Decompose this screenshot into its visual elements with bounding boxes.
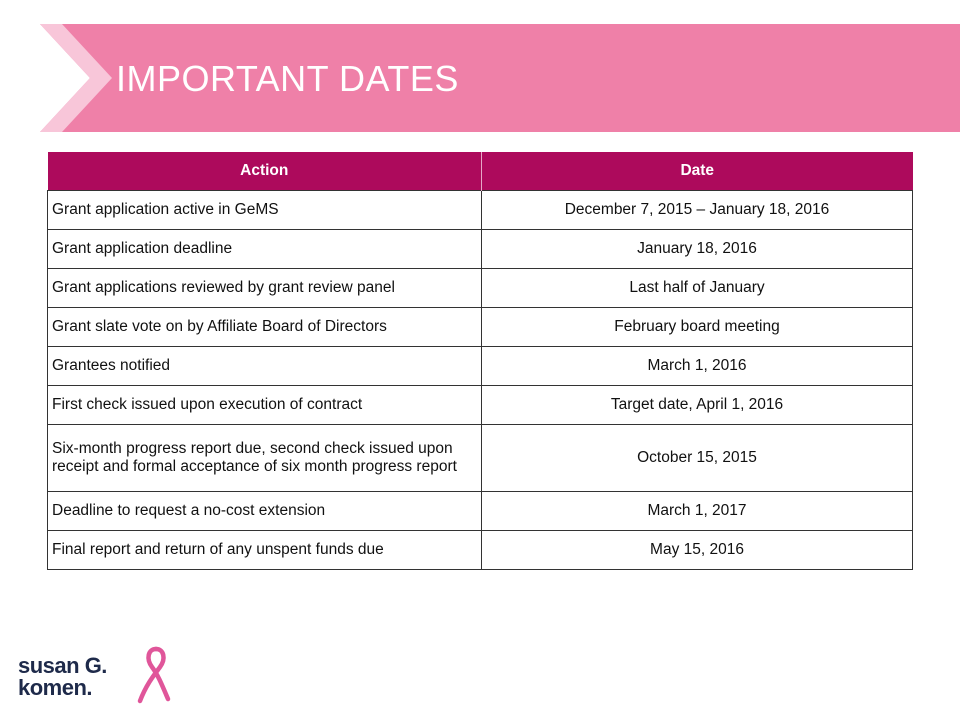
action-cell: Grant application deadline [48, 230, 482, 269]
date-cell: October 15, 2015 [482, 425, 913, 492]
table-row [48, 531, 913, 570]
logo-line-1: susan G. [18, 653, 107, 678]
date-cell: May 15, 2016 [482, 531, 913, 570]
action-cell: First check issued upon execution of contract [48, 386, 482, 425]
table-row [48, 492, 913, 531]
date-cell: Last half of January [482, 269, 913, 308]
table-row [48, 230, 913, 269]
logo-line-2: komen. [18, 675, 93, 700]
pink-ribbon-icon [134, 645, 174, 705]
date-cell: February board meeting [482, 308, 913, 347]
table-row [48, 269, 913, 308]
date-cell: January 18, 2016 [482, 230, 913, 269]
table-row [48, 308, 913, 347]
title-banner [0, 0, 960, 140]
action-cell: Six-month progress report due, second check issued upon receipt and formal acceptance of six month progress report [48, 425, 482, 492]
action-cell: Grant applications reviewed by grant review panel [48, 269, 482, 308]
table-row [48, 386, 913, 425]
table-row [48, 191, 913, 230]
table-header-row [48, 152, 913, 191]
action-cell: Grant application active in GeMS [48, 191, 482, 230]
column-header-action: Action [48, 152, 482, 191]
susan-g-komen-logo [18, 645, 168, 705]
table-row [48, 425, 913, 492]
table-row [48, 347, 913, 386]
date-cell: March 1, 2016 [482, 347, 913, 386]
action-cell: Final report and return of any unspent funds due [48, 531, 482, 570]
action-cell: Deadline to request a no-cost extension [48, 492, 482, 531]
date-cell: December 7, 2015 – January 18, 2016 [482, 191, 913, 230]
column-header-date: Date [482, 152, 913, 191]
date-cell: Target date, April 1, 2016 [482, 386, 913, 425]
important-dates-table [47, 152, 913, 570]
date-cell: March 1, 2017 [482, 492, 913, 531]
action-cell: Grant slate vote on by Affiliate Board of Directors [48, 308, 482, 347]
action-cell: Grantees notified [48, 347, 482, 386]
page-title: IMPORTANT DATES [116, 58, 459, 99]
